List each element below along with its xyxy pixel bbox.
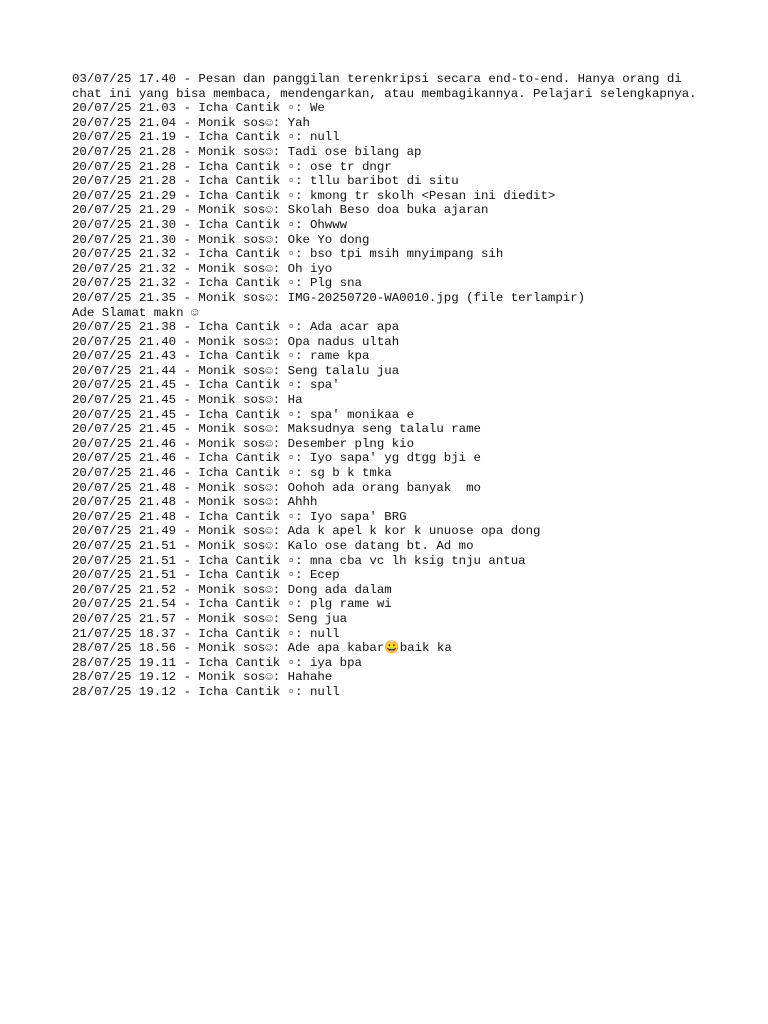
chat-line: 20/07/25 21.51 - Monik sos☺: Kalo ose datang bt. Ad mo <box>72 539 474 553</box>
chat-line: 20/07/25 21.35 - Monik sos☺: IMG-20250720-WA0010.jpg (file terlampir) <box>72 290 586 305</box>
chat-line: 20/07/25 21.28 - Icha Cantik ▫: ose tr dngr <box>72 159 392 174</box>
chat-line: 20/07/25 21.46 - Icha Cantik ▫: sg b k tmka <box>72 466 392 481</box>
chat-line: 20/07/25 21.30 - Monik sos☺: Oke Yo dong <box>72 232 370 247</box>
chat-line: 28/07/25 19.11 - Icha Cantik ▫: iya bpa <box>72 655 362 670</box>
chat-line: 20/07/25 21.29 - Icha Cantik ▫: kmong tr skolh <Pesan ini diedit> <box>72 188 556 203</box>
chat-line: 20/07/25 21.32 - Monik sos☺: Oh iyo <box>72 261 333 276</box>
chat-line: 20/07/25 21.03 - Icha Cantik ▫: We <box>72 101 325 116</box>
chat-line: 20/07/25 21.30 - Icha Cantik ▫: Ohwww <box>72 217 348 232</box>
chat-line: 28/07/25 19.12 - Monik sos☺: Hahahe <box>72 670 333 685</box>
chat-line: 20/07/25 21.32 - Icha Cantik ▫: bso tpi msih mnyimpang sih <box>72 247 504 262</box>
chat-line: 20/07/25 21.48 - Icha Cantik ▫: Iyo sapa' BRG <box>72 509 407 524</box>
chat-line: 21/07/25 18.37 - Icha Cantik ▫: null <box>72 626 340 641</box>
chat-line: 20/07/25 21.45 - Monik sos☺: Ha <box>72 393 303 408</box>
chat-export-document <box>72 72 702 700</box>
chat-line: 20/07/25 21.28 - Icha Cantik ▫: tllu baribot di situ <box>72 174 459 189</box>
chat-line: 20/07/25 21.48 - Monik sos☺: Ahhh <box>72 495 318 510</box>
chat-line: 28/07/25 19.12 - Icha Cantik ▫: null <box>72 684 340 699</box>
chat-line: 20/07/25 21.48 - Monik sos☺: Oohoh ada orang banyak mo <box>72 480 481 495</box>
encryption-notice-line: 03/07/25 17.40 - Pesan dan panggilan terenkripsi secara end-to-end. Hanya orang di chat ini yang bisa membaca, mendengarkan, atau membagikannya. Pelajari selengkapnya. <box>72 72 697 101</box>
chat-line: 20/07/25 21.44 - Monik sos☺: Seng talalu jua <box>72 363 400 378</box>
chat-line: 20/07/25 21.19 - Icha Cantik ▫: null <box>72 130 340 145</box>
chat-line: 20/07/25 21.43 - Icha Cantik ▫: rame kpa <box>72 349 370 364</box>
chat-line: 20/07/25 21.04 - Monik sos☺: Yah <box>72 115 310 130</box>
chat-line: 20/07/25 21.51 - Icha Cantik ▫: Ecep <box>72 568 340 583</box>
chat-line: 20/07/25 21.54 - Icha Cantik ▫: plg rame wi <box>72 597 392 612</box>
chat-line: 20/07/25 21.46 - Monik sos☺: Desember plng kio <box>72 436 415 451</box>
chat-line: 28/07/25 18.56 - Monik sos☺: Ade apa kabar😀baik ka <box>72 641 452 656</box>
chat-line: 20/07/25 21.51 - Icha Cantik ▫: mna cba vc lh ksig tnju antua <box>72 553 526 568</box>
chat-line: 20/07/25 21.45 - Monik sos☺: Maksudnya seng talalu rame <box>72 422 481 437</box>
chat-line: 20/07/25 21.32 - Icha Cantik ▫: Plg sna <box>72 276 362 291</box>
chat-line-continuation: Ade Slamat makn ☺ <box>72 305 199 320</box>
chat-line: 20/07/25 21.29 - Monik sos☺: Skolah Beso doa buka ajaran <box>72 203 489 218</box>
chat-line: 20/07/25 21.46 - Icha Cantik ▫: Iyo sapa' yg dtgg bji e <box>72 451 481 466</box>
chat-line: 20/07/25 21.49 - Monik sos☺: Ada k apel k kor k unuose opa dong <box>72 524 541 539</box>
chat-line: 20/07/25 21.57 - Monik sos☺: Seng jua <box>72 611 348 626</box>
chat-line: 20/07/25 21.45 - Icha Cantik ▫: spa' monikaa e <box>72 407 415 422</box>
chat-line: 20/07/25 21.52 - Monik sos☺: Dong ada dalam <box>72 582 392 597</box>
chat-line: 20/07/25 21.28 - Monik sos☺: Tadi ose bilang ap <box>72 144 422 159</box>
chat-line: 20/07/25 21.40 - Monik sos☺: Opa nadus ultah <box>72 334 400 349</box>
chat-line: 20/07/25 21.38 - Icha Cantik ▫: Ada acar apa <box>72 320 400 335</box>
chat-line: 20/07/25 21.45 - Icha Cantik ▫: spa' <box>72 378 340 393</box>
